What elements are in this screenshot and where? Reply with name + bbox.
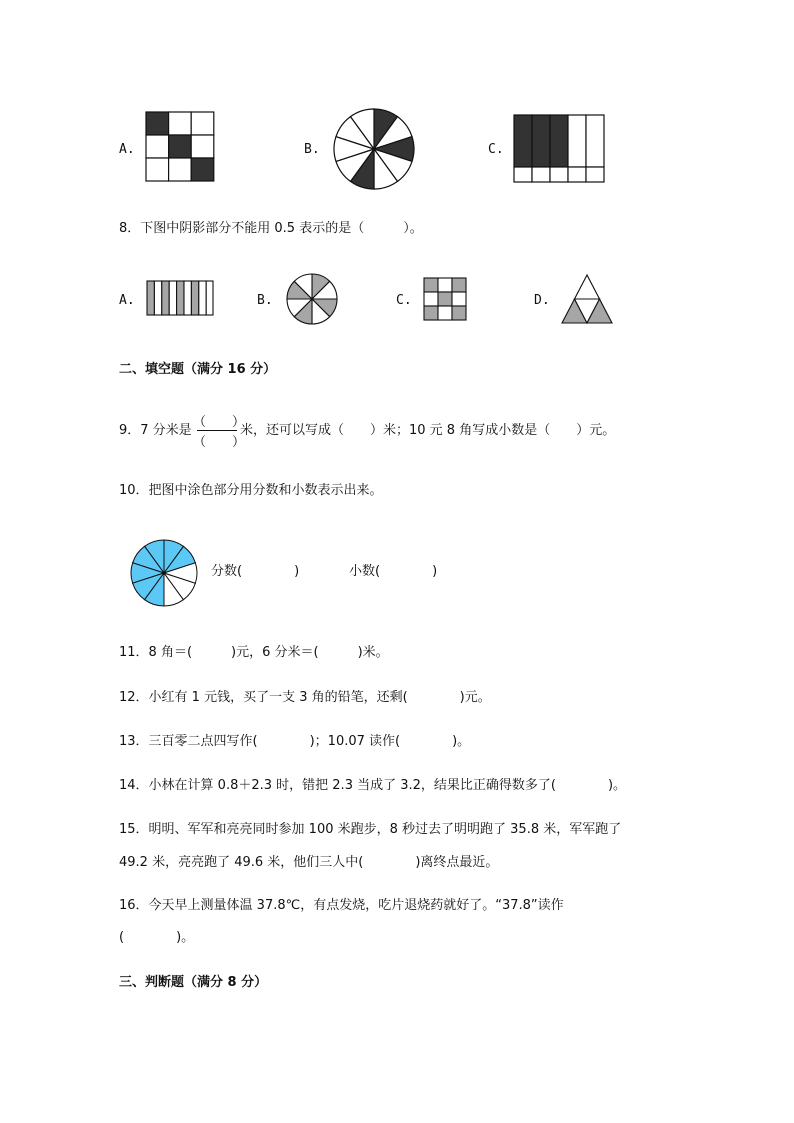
q7-option-c-bar-figure <box>513 114 605 183</box>
q16-question-line-1: 16．今天早上测量体温 37.8℃，有点发烧，吃片退烧药就好了。“37.8”读作 <box>119 898 564 913</box>
q9-prefix: 9．7 分米是 <box>119 423 192 438</box>
q8-question: 8．下图中阴影部分不能用 0.5 表示的是（ ）。 <box>119 221 423 236</box>
q12-question: 12．小红有 1 元钱，买了一支 3 角的铅笔，还剩( )元。 <box>119 690 491 705</box>
q9-fraction-numerator: （ ） <box>193 415 246 430</box>
q9-fraction-denominator: （ ） <box>193 435 246 450</box>
q10-question: 10．把图中涂色部分用分数和小数表示出来。 <box>119 483 383 498</box>
q15-question-line-1: 15．明明、军军和亮亮同时参加 100 米跑步，8 秒过去了明明跑了 35.8 米，军军跑了 <box>119 822 622 837</box>
q8-option-c-grid-figure <box>423 277 467 321</box>
q8-option-a-stripes-figure <box>146 280 214 317</box>
q16-question-line-2: ( )。 <box>119 930 195 945</box>
q8-option-d-label: D. <box>534 293 550 308</box>
q8-option-b-circle-figure <box>285 272 339 326</box>
q7-option-a-grid-figure <box>145 111 215 183</box>
q11-question: 11．8 角＝( )元，6 分米＝( )米。 <box>119 645 389 660</box>
section-3-title: 三、判断题（满分 8 分） <box>119 975 268 990</box>
q15-question-line-2: 49.2 米，亮亮跑了 49.6 米，他们三人中( )离终点最近。 <box>119 855 499 870</box>
q10-colored-circle-figure <box>129 538 199 608</box>
q8-option-a-label: A. <box>119 293 135 308</box>
section-2-title: 二、填空题（满分 16 分） <box>119 362 277 377</box>
q7-option-b-label: B. <box>304 142 320 157</box>
q14-question: 14．小林在计算 0.8＋2.3 时，错把 2.3 当成了 3.2，结果比正确得数多了( )。 <box>119 778 627 793</box>
q8-option-b-label: B. <box>257 293 273 308</box>
q7-option-b-circle-figure <box>331 106 417 192</box>
q9-suffix: 米，还可以写成（ ）米；10 元 8 角写成小数是（ ）元。 <box>240 423 616 438</box>
q7-option-c-label: C. <box>488 142 504 157</box>
q7-option-a-label: A. <box>119 142 135 157</box>
q9-fraction-blank[interactable] <box>193 413 246 450</box>
q10-decimal-answer[interactable]: 小数( ) <box>349 564 438 579</box>
q10-fraction-answer[interactable]: 分数( ) <box>211 564 300 579</box>
q8-option-c-label: C. <box>396 293 412 308</box>
q8-option-d-triangle-figure <box>561 273 613 325</box>
q13-question: 13．三百零二点四写作( )；10.07 读作( )。 <box>119 734 471 749</box>
